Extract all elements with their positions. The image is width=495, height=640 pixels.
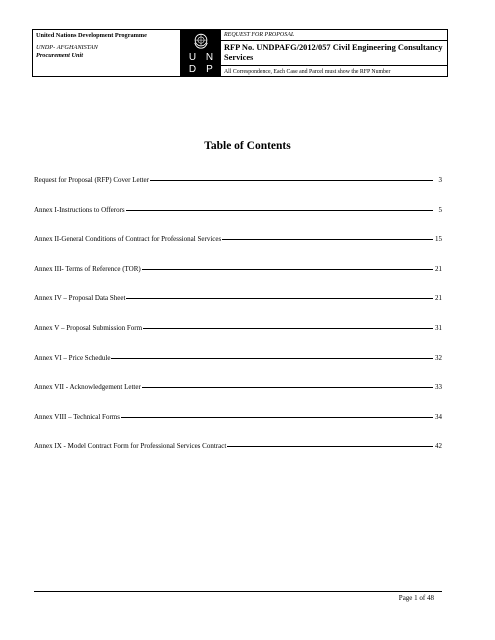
toc-entry-label: Annex V – Proposal Submission Form — [34, 323, 143, 332]
toc-leader — [126, 298, 433, 299]
toc-entry[interactable] — [34, 294, 442, 303]
toc-entry[interactable] — [34, 176, 442, 185]
toc-entry-label: Annex IX - Model Contract Form for Professional Services Contract — [34, 442, 227, 451]
rfp-label: REQUEST FOR PROPOSAL — [221, 30, 447, 41]
toc-entry-page: 21 — [435, 264, 442, 273]
toc-entry[interactable] — [34, 265, 442, 274]
document-header — [32, 29, 448, 77]
toc-entry[interactable] — [34, 383, 442, 392]
toc-entry-page: 34 — [435, 412, 442, 421]
toc-leader — [142, 269, 433, 270]
footer-divider — [34, 591, 442, 592]
toc-entry-page: 3 — [438, 176, 442, 184]
toc-entry-label: Annex VII - Acknowledgement Letter — [34, 383, 141, 392]
toc-entry[interactable] — [34, 442, 442, 451]
toc-entry-label: Request for Proposal (RFP) Cover Letter — [34, 176, 149, 184]
toc-leader — [227, 446, 433, 447]
toc-entry-page: 5 — [438, 205, 442, 214]
toc-entry[interactable] — [34, 354, 442, 363]
org-name: United Nations Development Programme — [36, 32, 147, 39]
toc-entry-page: 31 — [435, 323, 442, 332]
un-emblem-icon — [192, 32, 210, 50]
rfp-note: All Correspondence, Each Case and Parcel must show the RFP Number — [224, 69, 391, 75]
undp-letters — [184, 52, 218, 76]
toc-leader — [222, 239, 433, 240]
toc-entry-label: Annex VIII – Technical Forms — [34, 412, 120, 421]
toc-entry-label: Annex VI – Price Schedule — [34, 353, 111, 362]
toc-leader — [150, 180, 433, 181]
toc-leader — [143, 328, 433, 329]
toc-heading: Table of Contents — [204, 140, 291, 152]
toc-entry[interactable] — [34, 206, 442, 215]
toc-entry[interactable] — [34, 324, 442, 333]
header-org-block — [33, 30, 181, 76]
unit-name: Procurement Unit — [36, 52, 84, 59]
toc-entry-page: 21 — [435, 294, 442, 303]
toc-leader — [126, 210, 433, 211]
toc-entry-label: Annex I-Instructions to Offerors — [34, 205, 125, 214]
toc-entry[interactable] — [34, 413, 442, 422]
toc-entry[interactable] — [34, 235, 442, 244]
logo-letter-u: U — [188, 52, 197, 63]
rfp-title: RFP No. UNDPAFG/2012/057 Civil Engineering Consultancy Services — [221, 41, 447, 66]
logo-letter-d: D — [188, 64, 197, 75]
toc-entry-page: 32 — [435, 353, 442, 362]
toc-entry-label: Annex IV – Proposal Data Sheet — [34, 294, 126, 303]
header-rfp-block — [221, 30, 447, 76]
toc-entry-page: 33 — [435, 383, 442, 392]
logo-letter-p: P — [206, 64, 213, 75]
page-number: Page 1 of 48 — [398, 594, 434, 602]
toc-entry-page: 42 — [435, 442, 442, 451]
toc-entry-page: 15 — [435, 235, 442, 244]
toc-leader — [111, 358, 433, 359]
logo-letter-n: N — [205, 52, 214, 63]
toc-entry-label: Annex III- Terms of Reference (TOR) — [34, 264, 141, 273]
office-name: UNDP- AFGHANISTAN — [36, 44, 98, 51]
table-of-contents — [34, 176, 442, 472]
undp-logo — [181, 30, 221, 76]
toc-leader — [142, 387, 433, 388]
toc-leader — [121, 417, 433, 418]
toc-entry-label: Annex II-General Conditions of Contract for Professional Services — [34, 235, 222, 244]
